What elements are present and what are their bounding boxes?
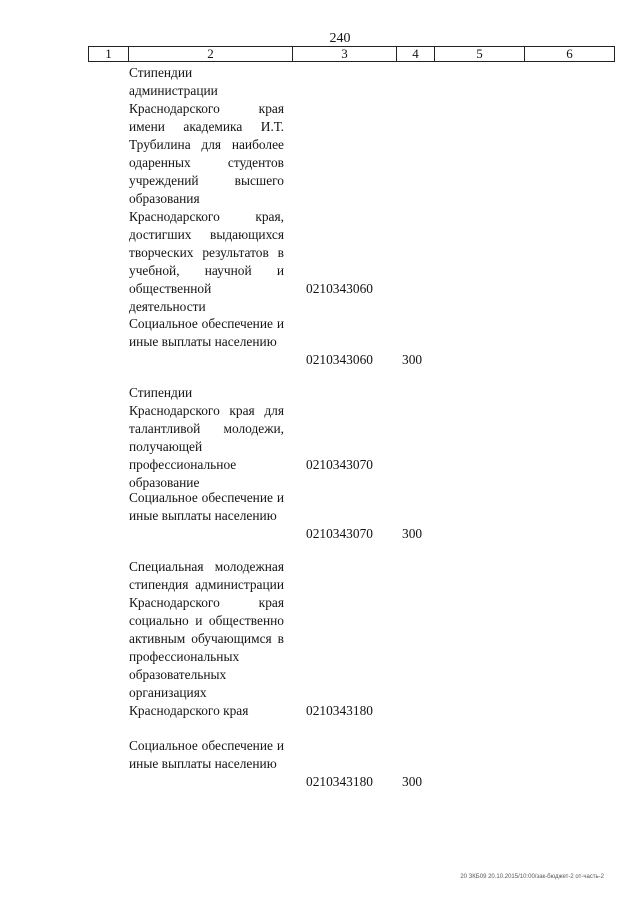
row-name: Социальное обеспечение и иные выплаты населению <box>129 316 284 349</box>
row-code: 0210343070 <box>306 457 373 472</box>
column-header-2: 2 <box>129 47 293 62</box>
row-vr: 300 <box>402 526 423 541</box>
row-name: Стипендии администрации Краснодарского края имени академика И.Т. Трубилина для наиболее одаренных студентов учреждений высшего образования Краснодарского края, достигших выдающихся творческих результатов в учебной, научной и общественной деятельности <box>129 65 284 314</box>
column-header-5: 5 <box>435 47 525 62</box>
column-header-1: 1 <box>89 47 129 62</box>
row-code: 0210343180 <box>306 774 373 789</box>
row-code: 0210343060 <box>306 352 373 367</box>
column-header-4: 4 <box>397 47 435 62</box>
column-header-table <box>88 46 615 62</box>
row-code: 0210343180 <box>306 703 373 718</box>
page-number: 240 <box>329 31 351 46</box>
row-name: Социальное обеспечение и иные выплаты населению <box>129 490 284 523</box>
column-header-3: 3 <box>293 47 397 62</box>
column-header-row <box>89 47 615 62</box>
footer-print-code: 20 ЗКБ09 20.10.2015/10:00/зак-бюджет-2 от-часть-2 <box>460 874 604 880</box>
row-name: Специальная молодежная стипендия администрации Краснодарского края социально и общественно активным обучающимся в профессиональных образовательных организациях Краснодарского края <box>129 559 284 718</box>
row-code: 0210343070 <box>306 526 373 541</box>
row-vr: 300 <box>402 352 423 367</box>
row-code: 0210343060 <box>306 281 373 296</box>
row-name: Социальное обеспечение и иные выплаты населению <box>129 738 284 771</box>
column-header-6: 6 <box>525 47 615 62</box>
row-name: Стипендии Краснодарского края для талантливой молодежи, получающей профессиональное образование <box>129 385 284 490</box>
row-vr: 300 <box>402 774 423 789</box>
